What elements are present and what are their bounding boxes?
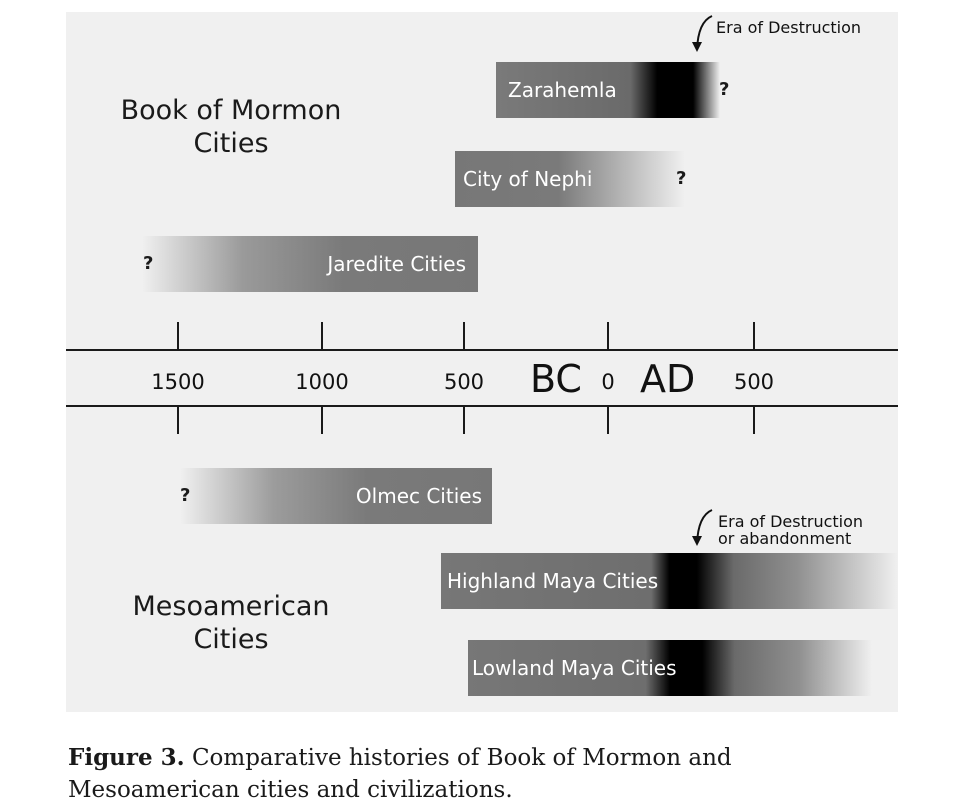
lowland-maya-bar [468,640,872,696]
tick-500ad-top [753,322,755,349]
tick-1000-top [321,322,323,349]
nephi-label: City of Nephi [463,167,593,191]
tick-label-1500: 1500 [151,370,205,394]
era-bottom-label-line2: or abandonment [718,529,852,548]
olmec-label: Olmec Cities [355,484,482,508]
tick-1500-bottom [177,407,179,434]
tick-0-top [607,322,609,349]
era-top-arrow-icon [688,14,718,54]
highland-maya-label: Highland Maya Cities [447,569,659,593]
figure-caption [68,742,904,806]
zarahemla-label: Zarahemla [508,78,617,102]
tick-label-500ad: 500 [733,370,775,394]
era-bottom-arrow-icon [688,508,718,548]
tick-1500-top [177,322,179,349]
axis-bottom-line [66,405,898,407]
tick-500bc-bottom [463,407,465,434]
olmec-bar [180,468,492,524]
jaredite-unknown-start: ? [143,253,154,274]
olmec-unknown-start: ? [180,485,191,506]
zarahemla-unknown-end: ? [719,79,730,100]
era-top-label: Era of Destruction [716,18,862,37]
tick-500bc-top [463,322,465,349]
meso-heading: Mesoamerican Cities [132,591,330,655]
era-bottom-label-line1: Era of Destruction [718,512,864,531]
tick-label-500bc: 500 [443,370,485,394]
tick-label-0: 0 [601,370,615,394]
caption-label: Figure 3. [68,744,185,771]
zarahemla-bar [496,62,720,118]
tick-label-1000: 1000 [295,370,349,394]
nephi-bar [455,151,685,207]
tick-0-bottom [607,407,609,434]
caption-text: Comparative histories of Book of Mormon and Mesoamerican cities and civilizations. [68,745,732,803]
highland-maya-bar [441,553,898,609]
jaredite-bar [142,236,478,292]
bom-heading: Book of Mormon Cities [120,95,342,159]
axis-top-line [66,349,898,351]
tick-1000-bottom [321,407,323,434]
ad-label: AD [640,357,696,401]
tick-500ad-bottom [753,407,755,434]
lowland-maya-label: Lowland Maya Cities [472,656,677,680]
bc-label: BC [530,357,582,401]
nephi-unknown-end: ? [676,168,687,189]
jaredite-label: Jaredite Cities [327,252,466,276]
